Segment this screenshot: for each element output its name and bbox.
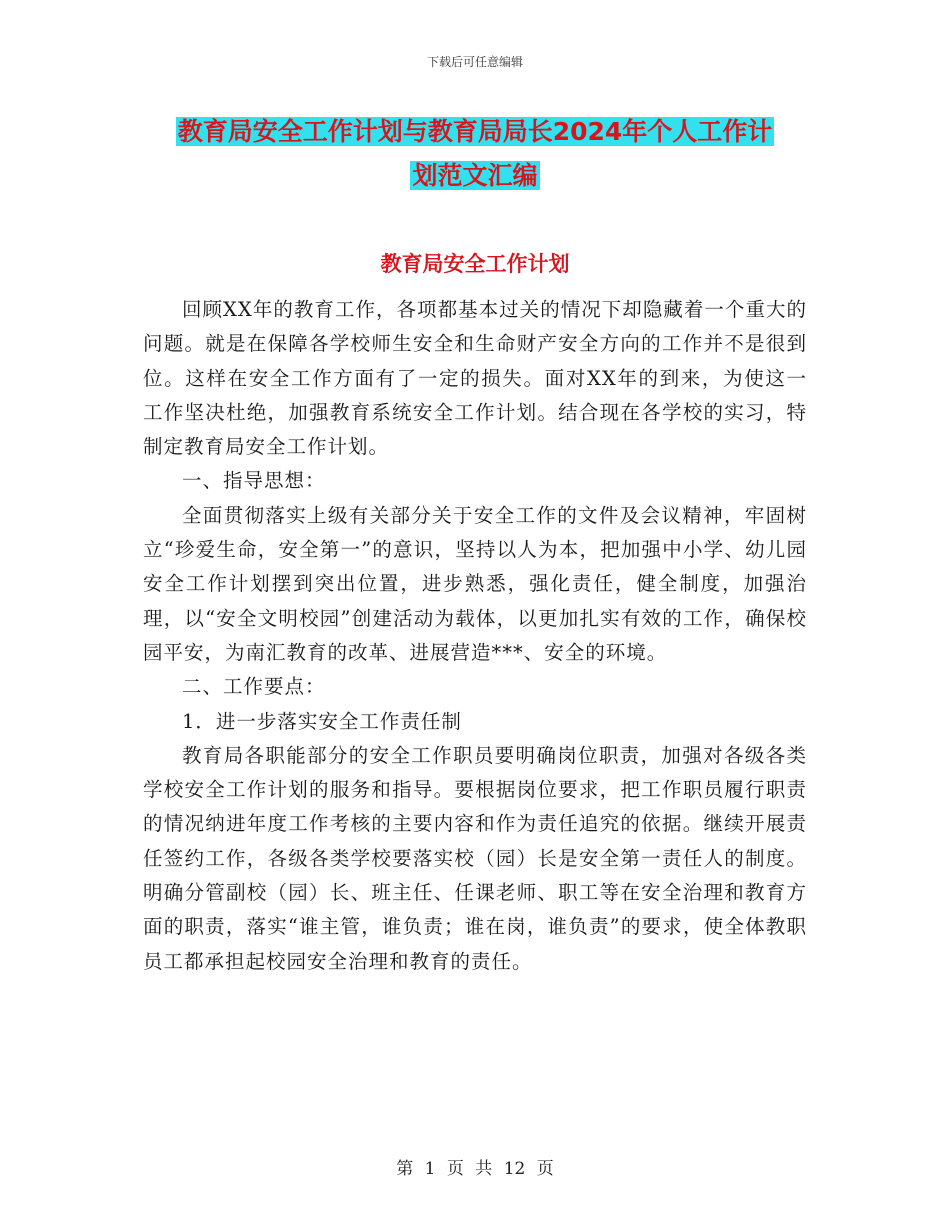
paragraph-heading-work-points: 二、工作要点：: [182, 675, 326, 699]
document-title-line-2: 划范文汇编: [412, 161, 538, 190]
page-footer: 第 1 页 共 12 页: [396, 1159, 554, 1179]
document-title: [0, 110, 950, 198]
header-note: 下载后可任意编辑: [426, 55, 523, 69]
paragraph-heading-guiding-thought: 一、指导思想：: [182, 469, 326, 493]
document-body: [143, 293, 807, 979]
document-title-line-1: 教育局安全工作计划与教育局局长2024年个人工作计: [177, 117, 773, 146]
paragraph-intro: 回顾XX年的教育工作，各项都基本过关的情况下却隐藏着一个重大的问题。就是在保障各学校师生安全和生命财产安全方向的工作并不是很到位。这样在安全工作方面有了一定的损失。面对XX年的到来，为使这一工作坚决杜绝，加强教育系统安全工作计划。结合现在各学校的实习，特制定教育局安全工作计划。: [143, 298, 807, 459]
paragraph-guiding-thought: 全面贯彻落实上级有关部分关于安全工作的文件及会议精神，牢固树立“珍爱生命，安全第一”的意识，坚持以人为本，把加强中小学、幼儿园安全工作计划摆到突出位置，进步熟悉，强化责任，健全制度，加强治理，以“安全文明校园”创建活动为载体，以更加扎实有效的工作，确保校园平安，为南汇教育的改革、进展营造***、安全的环境。: [143, 503, 807, 664]
paragraph-responsibility: 教育局各职能部分的安全工作职员要明确岗位职责，加强对各级各类学校安全工作计划的服务和指导。要根据岗位要求，把工作职员履行职责的情况纳进年度工作考核的主要内容和作为责任追究的依据。继续开展责任签约工作，各级各类学校要落实校（园）长是安全第一责任人的制度。明确分管副校（园）长、班主任、任课老师、职工等在安全治理和教育方面的职责，落实“谁主管，谁负责；谁在岗，谁负责”的要求，使全体教职员工都承担起校园安全治理和教育的责任。: [143, 743, 807, 973]
section-heading: 教育局安全工作计划: [380, 252, 570, 276]
paragraph-subheading-1: 1．进一步落实安全工作责任制: [182, 709, 462, 733]
